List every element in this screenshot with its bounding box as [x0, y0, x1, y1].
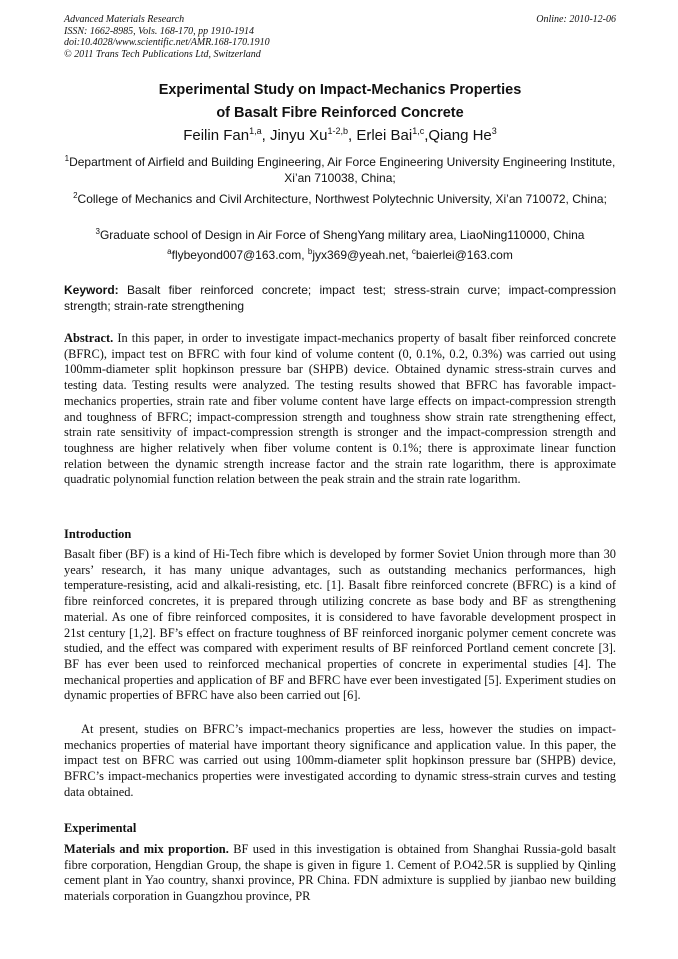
abstract [64, 331, 616, 488]
journal-header [64, 14, 616, 60]
experimental-paragraph [64, 842, 616, 905]
title-line-1: Experimental Study on Impact-Mechanics Properties [158, 82, 522, 98]
introduction-paragraph-1: Basalt fiber (BF) is a kind of Hi-Tech fibre which is developed by former Soviet Union through more than 30 years’ research, it has many unique advantages, such as outstanding mechanics performances, high temperature-resisting, acid and alkali-resisting, etc. [1]. Basalt fibre reinforced concrete (BFRC) is a kind of fibre reinforced concretes, it is prepared through utilizing concrete as base body and BF as strengthening material. As one of fibre reinforced composites, it is considered to have favorable development prospect in 21st century [1,2]. BF’s effect on fracture toughness of BF reinforced inorganic polymer cement concrete was studied, and the effect was compared with experiment results of BF reinforced Portland cement concrete [3]. BF has ever been used to reinforced mechanical properties of concrete in experimental studies [4]. The mechanical properties and application of BF and BFRC have ever been investigated [5]. Experiment studies on dynamic properties of BFRC have also been carried out [6]. [64, 547, 616, 703]
journal-name: Advanced Materials Research [64, 14, 185, 25]
keywords [64, 282, 616, 314]
keywords-text: Basalt fiber reinforced concrete; impact test; stress-strain curve; impact-compression strength; strain-rate strengthening [64, 283, 616, 313]
affiliation-2: $^2$College of Mechanics and Civil Architecture, Northwest Polytechnic University, Xi’an 710072, China; [73, 191, 607, 206]
abstract-label: Abstract. [64, 331, 114, 345]
author: Feilin Fan$^{1,a}$, [183, 126, 270, 144]
introduction-heading: Introduction [64, 527, 132, 541]
materials-text: BF used in this investigation is obtained from Shanghai Russia-gold basalt fibre corporation, Hengdian Group, the shape is given in figure 1. Cement of P.O42.5R is supplied by Qinling cement plant in Yao country, shanxi province, PR China. FDN admixture is supplied by jianbao new building materials corporation in Guangzhou province, PR [64, 842, 616, 904]
keywords-label: Keyword: [64, 283, 119, 297]
affiliation-3: $^3$Graduate school of Design in Air Force of ShengYang military area, LiaoNing110000, China [95, 227, 585, 242]
affiliation-1: $^1$Department of Airfield and Building Engineering, Air Force Engineering University Engineering Institute, Xi’an 710038, China; [64, 154, 616, 185]
introduction-paragraph-2: At present, studies on BFRC’s impact-mechanics properties are less, however the studies on impact-mechanics properties of material have important theory significance and application value. In this paper, the impact test on BFRC was carried out using 100mm-diameter split hopkinson pressure bar (SHPB) device, BFRC’s impact-mechanics properties were investigated according to dynamic stress-strain curves and testing data obtained. [64, 722, 616, 799]
journal-issn: ISSN: 1662-8985, Vols. 168-170, pp 1910-1914 [64, 25, 254, 37]
author: Erlei Bai$^{1,c}$, [356, 126, 429, 144]
author: Jinyu Xu$^{1-2,b}$, [269, 126, 357, 144]
paper-title [64, 79, 616, 125]
materials-subheading: Materials and mix proportion. [64, 842, 229, 856]
email-list: $^a$flybeyond007@163.com, $^b$jyx369@yeah.net, $^c$baierlei@163.com [167, 247, 513, 262]
experimental-heading: Experimental [64, 821, 137, 835]
abstract-text: In this paper, in order to investigate impact-mechanics property of basalt fiber reinforced concrete (BFRC), impact test on BFRC with four kind of volume content (0, 0.1%, 0.2, 0.3%) was carried out using 100mm-diameter split hopkinson pressure bar (SHPB) device. Obtained dynamic stress-strain curves and testing data. Testing results were analyzed. The testing results showed that BFRC has favorable impact-mechanics properties, strain rate and fiber volume content have large effects on impact-compression strength and toughness of BFRC; impact-compression strength and toughness show strain rate strengthening effect, strain rate sensitivity of impact-compression strength is stronger and the impact-compression strength and toughness are higher relatively when fiber volume content is 0.1%; there is approximate linear function relation between the dynamic strength increase factor and the strain rate logarithm, there is approximate quadratic polynomial function relation between the peak strain and the strain rate logarithm. [64, 331, 616, 487]
title-line-2: of Basalt Fibre Reinforced Concrete [216, 105, 464, 121]
journal-doi: doi:10.4028/www.scientific.net/AMR.168-170.1910 [64, 37, 270, 48]
journal-copyright: © 2011 Trans Tech Publications Ltd, Switzerland [64, 48, 261, 60]
online-date: Online: 2010-12-06 [536, 14, 616, 25]
author-list [64, 126, 616, 146]
author: Qiang He$^3$ [428, 126, 497, 144]
